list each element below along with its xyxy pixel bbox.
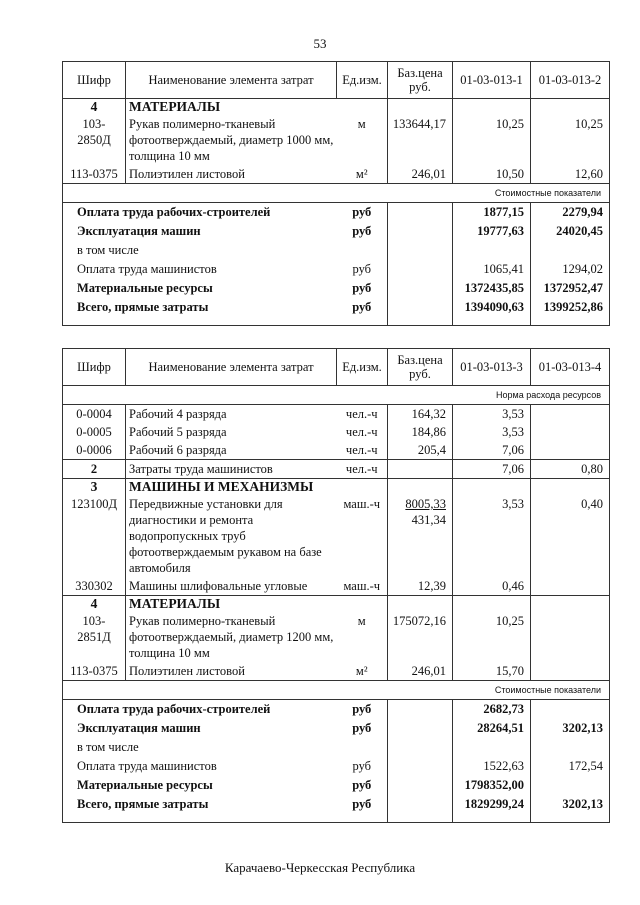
resource-row [63, 662, 610, 681]
pad-cell [453, 317, 531, 326]
resource-row [63, 165, 610, 184]
price-value: 8005,33 [405, 497, 446, 511]
price-cell [388, 776, 453, 795]
cost-unit: руб [352, 300, 372, 314]
value-cell-1 [453, 99, 531, 116]
resource-code: 113-0375 [70, 167, 118, 181]
page-footer: Карачаево-Черкесская Республика [224, 860, 416, 875]
cost-value-1: 1065,41 [453, 260, 531, 279]
value-col-2 [531, 423, 610, 441]
cost-row [63, 776, 610, 795]
cost-value-1 [453, 738, 531, 757]
price-cell [388, 795, 453, 814]
cost-name: в том числе [77, 740, 139, 754]
value-col-2: 12,60 [531, 165, 610, 184]
price-cell [388, 738, 453, 757]
price-cell [388, 298, 453, 317]
cost-name: Материальные ресурсы [77, 778, 213, 792]
value-col-2 [531, 441, 610, 460]
resource-name: Рабочий 5 разряда [126, 423, 337, 441]
cost-unit: руб [337, 700, 388, 720]
cost-value-1: 1372435,85 [453, 279, 531, 298]
resource-price [388, 165, 453, 184]
unit-cell [337, 596, 388, 613]
cost-value-2: 3202,13 [531, 795, 610, 814]
price-value: 164,32 [411, 407, 446, 421]
section-number: 3 [63, 479, 126, 496]
cost-name: Эксплуатация машин [77, 224, 201, 238]
resource-row [63, 460, 610, 479]
value-col-2 [531, 405, 610, 424]
header-col-2: 01-03-013-2 [531, 62, 610, 99]
cost-unit [337, 738, 388, 757]
header-code: Шифр [63, 349, 126, 386]
resource-name: Передвижные установки для диагностики и ремонта водопропускных труб фотоотверждаемым рукавом на базе автомобиля [126, 495, 337, 577]
header-col-2: 01-03-013-4 [531, 349, 610, 386]
pad-cell [531, 317, 610, 326]
cost-value-2 [531, 241, 610, 260]
resource-table-2 [62, 348, 610, 823]
cost-value-2: 172,54 [531, 757, 610, 776]
cost-unit: руб [352, 281, 372, 295]
cost-value-2 [531, 700, 610, 720]
price-cell [388, 260, 453, 279]
cost-row [63, 241, 610, 260]
header-col-1: 01-03-013-1 [453, 62, 531, 99]
section-row [63, 99, 610, 116]
value-col-1: 3,53 [453, 423, 531, 441]
resource-name: Машины шлифовальные угловые [126, 577, 337, 596]
cost-unit: руб [352, 759, 372, 773]
resource-row [63, 495, 610, 577]
cost-name: Оплата труда рабочих-строителей [63, 203, 337, 223]
resource-unit: чел.-ч [345, 425, 378, 439]
cost-name: в том числе [77, 243, 139, 257]
caption-label: Стоимостные показатели [63, 681, 610, 700]
cost-value-1: 19777,63 [453, 222, 531, 241]
caption-row [63, 184, 610, 203]
resource-price [388, 495, 453, 577]
resource-name: Затраты труда машинистов [126, 460, 337, 479]
price-value: 184,86 [411, 425, 446, 439]
resource-code: 103-2851Д [77, 614, 111, 644]
resource-price [388, 115, 453, 165]
caption-label: Норма расхода ресурсов [63, 386, 610, 405]
cost-unit: руб [337, 203, 388, 223]
resource-code: 0-0004 [63, 405, 126, 424]
cost-value-2: 1399252,86 [531, 298, 610, 317]
value-col-2: 10,25 [531, 115, 610, 165]
cost-value-2: 24020,45 [531, 222, 610, 241]
price-cell [388, 700, 453, 720]
resource-row [63, 577, 610, 596]
resource-code: 330302 [75, 579, 113, 593]
cost-value-1: 2682,73 [453, 700, 531, 720]
cost-row [63, 738, 610, 757]
resource-price [388, 441, 453, 460]
cost-name: Оплата труда машинистов [77, 262, 217, 276]
resource-unit: чел.-ч [345, 443, 378, 457]
cost-value-2: 1372952,47 [531, 279, 610, 298]
pad-cell [63, 814, 388, 823]
resource-code: 123100Д [70, 497, 118, 511]
value-cell-1 [453, 596, 531, 613]
resource-unit: м [357, 614, 366, 628]
cost-value-2 [531, 776, 610, 795]
header-row [63, 349, 610, 386]
value-col-2 [531, 612, 610, 662]
cost-unit: руб [352, 262, 372, 276]
value-col-1: 7,06 [453, 441, 531, 460]
header-name: Наименование элемента затрат [126, 349, 337, 386]
resource-row [63, 405, 610, 424]
resource-price [388, 405, 453, 424]
value-col-1: 3,53 [453, 495, 531, 577]
cost-row [63, 222, 610, 241]
cost-name: Всего, прямые затраты [77, 300, 209, 314]
price-cell [388, 241, 453, 260]
header-col-1: 01-03-013-3 [453, 349, 531, 386]
resource-row [63, 423, 610, 441]
pad-cell [388, 814, 453, 823]
resource-code: 113-0375 [70, 664, 118, 678]
cost-value-2: 1294,02 [531, 260, 610, 279]
value-col-1: 0,46 [453, 577, 531, 596]
resource-name: Рабочий 4 разряда [126, 405, 337, 424]
cost-value-2 [531, 738, 610, 757]
pad-cell [453, 814, 531, 823]
section-title: МАТЕРИАЛЫ [126, 596, 337, 613]
cost-unit: руб [352, 797, 372, 811]
value-col-2 [531, 577, 610, 596]
price-value-secondary: 431,34 [411, 513, 446, 527]
resource-price [388, 612, 453, 662]
cost-name: Материальные ресурсы [77, 281, 213, 295]
pad-cell [531, 814, 610, 823]
cost-unit: руб [352, 721, 372, 735]
cost-row [63, 203, 610, 223]
cost-value-1: 1798352,00 [453, 776, 531, 795]
price-value: 246,01 [411, 167, 446, 181]
cost-row [63, 719, 610, 738]
cost-row [63, 757, 610, 776]
price-value: 175072,16 [392, 614, 446, 628]
resource-unit: маш.-ч [343, 579, 381, 593]
resource-code: 2 [63, 460, 126, 479]
price-value: 246,01 [411, 664, 446, 678]
price-cell [388, 596, 453, 613]
bottom-padding-row [63, 814, 610, 823]
section-number: 4 [63, 596, 126, 613]
price-cell [388, 279, 453, 298]
resource-table-1 [62, 61, 610, 326]
resource-code: 103-2850Д [77, 117, 111, 147]
price-cell [388, 203, 453, 223]
unit-cell [337, 479, 388, 496]
value-cell-2 [531, 99, 610, 116]
value-cell-2 [531, 596, 610, 613]
section-title: МАШИНЫ И МЕХАНИЗМЫ [126, 479, 337, 496]
resource-unit: м² [355, 167, 368, 181]
cost-value-1: 1829299,24 [453, 795, 531, 814]
cost-row [63, 279, 610, 298]
resource-row [63, 612, 610, 662]
resource-unit: маш.-ч [343, 497, 381, 511]
price-cell [388, 222, 453, 241]
header-name: Наименование элемента затрат [126, 62, 337, 99]
caption-row [63, 681, 610, 700]
value-col-1: 10,25 [453, 612, 531, 662]
value-col-2: 0,80 [531, 460, 610, 479]
pad-cell [63, 317, 388, 326]
cost-name: Оплата труда рабочих-строителей [63, 700, 337, 720]
resource-unit: чел.-ч [337, 460, 388, 479]
price-cell [388, 719, 453, 738]
value-col-2: 0,40 [531, 495, 610, 577]
cost-value-2: 3202,13 [531, 719, 610, 738]
header-code: Шифр [63, 62, 126, 99]
section-number: 4 [63, 99, 126, 116]
cost-name: Оплата труда машинистов [77, 759, 217, 773]
resource-price [388, 460, 453, 479]
value-col-2 [531, 662, 610, 681]
header-price: Баз.цена руб. [388, 62, 453, 99]
cost-value-1: 1522,63 [453, 757, 531, 776]
cost-row [63, 795, 610, 814]
price-value: 133644,17 [392, 117, 446, 131]
value-col-1: 3,53 [453, 405, 531, 424]
resource-row [63, 115, 610, 165]
cost-name: Всего, прямые затраты [77, 797, 209, 811]
resource-unit: м [357, 117, 366, 131]
price-value: 205,4 [417, 443, 446, 457]
resource-code: 0-0005 [76, 425, 112, 439]
cost-row [63, 700, 610, 720]
header-row [63, 62, 610, 99]
header-unit: Ед.изм. [337, 349, 388, 386]
section-row [63, 596, 610, 613]
value-col-1: 10,25 [453, 115, 531, 165]
resource-code: 0-0006 [76, 443, 112, 457]
resource-name: Полиэтилен листовой [126, 662, 337, 681]
caption-label: Стоимостные показатели [63, 184, 610, 203]
price-cell [388, 99, 453, 116]
pad-cell [388, 317, 453, 326]
resource-name: Рабочий 6 разряда [126, 441, 337, 460]
resource-name: Рукав полимерно-тканевый фотоотверждаемый, диаметр 1200 мм, толщина 10 мм [126, 612, 337, 662]
price-cell [388, 757, 453, 776]
price-value: 12,39 [417, 579, 446, 593]
cost-value-1: 28264,51 [453, 719, 531, 738]
value-col-1: 7,06 [453, 460, 531, 479]
header-unit: Ед.изм. [337, 62, 388, 99]
caption-row [63, 386, 610, 405]
resource-price [388, 423, 453, 441]
price-cell [388, 479, 453, 496]
resource-price [388, 577, 453, 596]
unit-cell [337, 99, 388, 116]
bottom-padding-row [63, 317, 610, 326]
page-number: 53 [313, 36, 327, 51]
cost-value-1 [453, 241, 531, 260]
cost-unit [337, 241, 388, 260]
cost-unit: руб [352, 224, 372, 238]
resource-unit: м² [355, 664, 368, 678]
value-col-1: 10,50 [453, 165, 531, 184]
section-row [63, 479, 610, 496]
resource-row [63, 441, 610, 460]
resource-name: Полиэтилен листовой [126, 165, 337, 184]
cost-value-1: 1394090,63 [453, 298, 531, 317]
resource-price [388, 662, 453, 681]
cost-value-1: 1877,15 [453, 203, 531, 223]
value-cell-1 [453, 479, 531, 496]
cost-row [63, 298, 610, 317]
cost-unit: руб [352, 778, 372, 792]
header-price: Баз.цена руб. [388, 349, 453, 386]
value-col-1: 15,70 [453, 662, 531, 681]
cost-value-2: 2279,94 [531, 203, 610, 223]
resource-name: Рукав полимерно-тканевый фотоотверждаемый, диаметр 1000 мм, толщина 10 мм [126, 115, 337, 165]
cost-name: Эксплуатация машин [77, 721, 201, 735]
cost-row [63, 260, 610, 279]
value-cell-2 [531, 479, 610, 496]
resource-unit: чел.-ч [337, 405, 388, 424]
section-title: МАТЕРИАЛЫ [126, 99, 337, 116]
